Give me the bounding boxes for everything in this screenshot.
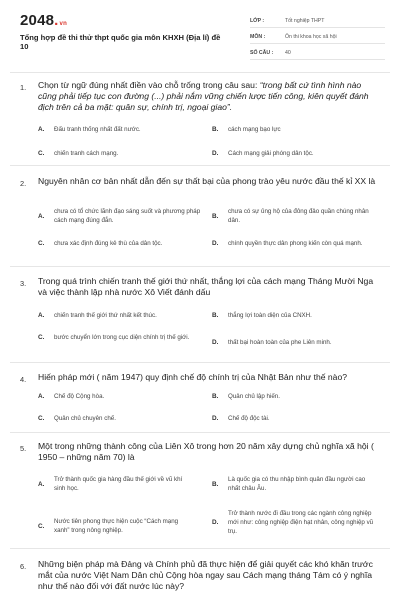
option-text: bước chuyển lớn trong cục diện chính trị thế giới.: [54, 334, 190, 341]
question-text: Hiến pháp mới ( năm 1947) quy định chế độ chính trị của Nhật Bản như thế nào?: [38, 372, 348, 382]
question-number: 6.: [20, 562, 27, 571]
question-text: Những biện pháp mà Đảng và Chính phủ đã thực hiện để giải quyết các khó khăn trước mắt của nước Việt Nam Dân chủ Cộng hòa ngay sau Cách mạng tháng Tám có ý nghĩa như thế nào đối với đất nước lúc này?: [38, 559, 373, 591]
option-text: Chế độ độc tài.: [228, 415, 270, 422]
option-letter: A.: [38, 312, 45, 319]
meta-label: SỐ CÂU :: [250, 49, 274, 56]
option-text: Trở thành nước đi đầu trong các ngành công nghiệp mới như: công nghiệp điện hạt nhân, công nghiệp vũ trụ.: [228, 510, 374, 535]
page-header: [0, 0, 400, 66]
question-number: 1.: [20, 83, 27, 92]
option-d[interactable]: [212, 149, 380, 158]
site-logo[interactable]: [20, 12, 67, 29]
option-letter: A.: [38, 393, 45, 400]
question-text-plain: Chọn từ ngữ đúng nhất điền vào chỗ trống trong câu sau:: [38, 80, 260, 90]
question-text: [38, 80, 378, 113]
question-text-quote: “trong bất cứ tình hình nào cũng phải tiếp tục con đường (...) phải nắm vững chiến lược tiến công, kiên quyết đánh địch trên cả ba mặt: quân sự, chính trị, ngoại giao”.: [38, 80, 369, 112]
meta-label: LỚP :: [250, 17, 265, 24]
document-meta: [250, 14, 385, 62]
option-text: chính quyền thực dân phong kiến còn quá mạnh.: [228, 240, 363, 247]
option-text: thất bại hoàn toàn của phe Liên minh.: [228, 339, 332, 346]
option-letter: D.: [212, 240, 219, 247]
option-letter: C.: [38, 150, 45, 157]
option-text: Cách mạng giải phóng dân tộc.: [228, 150, 314, 157]
option-letter: C.: [38, 240, 45, 247]
option-d[interactable]: [212, 239, 380, 248]
logo-dot: .: [54, 12, 59, 29]
question-text: Nguyên nhân cơ bản nhất dẫn đến sự thất bại của phong trào yêu nước đầu thế kỉ XX là: [38, 176, 376, 186]
question-divider: [10, 165, 390, 166]
option-b[interactable]: [212, 311, 380, 320]
option-c[interactable]: [38, 517, 206, 535]
question-divider: [10, 266, 390, 267]
option-letter: C.: [38, 415, 45, 422]
option-letter: B.: [212, 126, 219, 133]
option-text: cách mạng bạo lực: [228, 126, 281, 133]
option-letter: A.: [38, 480, 45, 488]
option-text: Chế độ Cộng hòa.: [54, 393, 105, 400]
option-a[interactable]: [38, 207, 206, 225]
option-text: Là quốc gia có thu nhập bình quân đầu người cao nhất châu Âu.: [228, 476, 366, 492]
option-text: Quân chủ lập hiến.: [228, 393, 280, 400]
meta-row-grade: [250, 14, 385, 28]
option-c[interactable]: [38, 149, 206, 158]
option-letter: B.: [212, 480, 219, 488]
option-a[interactable]: [38, 392, 206, 401]
option-letter: C.: [38, 334, 45, 341]
option-text: thắng lợi toàn diện của CNXH.: [228, 312, 312, 319]
option-text: Nước tiên phong thực hiện cuộc “Cách mạng xanh” trong nông nghiệp.: [54, 518, 179, 534]
question-divider: [10, 362, 390, 363]
option-text: Trở thành quốc gia hàng đầu thế giới về vũ khí sinh học.: [54, 476, 183, 492]
option-letter: C.: [38, 522, 45, 530]
option-letter: D.: [212, 519, 219, 526]
option-letter: B.: [212, 212, 219, 220]
meta-row-count: [250, 46, 385, 60]
option-d[interactable]: [212, 414, 380, 423]
question-text: Một trong những thành công của Liên Xô trong hơn 20 năm xây dựng chủ nghĩa xã hội ( 1950 – những năm 70) là: [38, 441, 374, 462]
option-letter: A.: [38, 126, 45, 133]
option-letter: D.: [212, 339, 219, 346]
question-number: 5.: [20, 444, 27, 453]
question-divider: [10, 72, 390, 73]
option-a[interactable]: [38, 125, 206, 134]
option-text: Quân chủ chuyên chế.: [54, 415, 116, 422]
meta-value: 40: [285, 49, 291, 56]
question-number: 3.: [20, 279, 27, 288]
option-c[interactable]: [38, 239, 206, 248]
question-number: 2.: [20, 179, 27, 188]
logo-text: 2048: [20, 12, 55, 29]
question-divider: [10, 432, 390, 433]
option-c[interactable]: [38, 333, 206, 342]
document-title: Tổng hợp đề thi thử thpt quốc gia môn KHXH (Địa lí) đề 10: [20, 33, 221, 51]
option-text: chưa có sự ủng hộ của đông đảo quần chúng nhân dân.: [228, 208, 369, 224]
option-b[interactable]: [212, 392, 380, 401]
logo-tld: vn: [59, 21, 67, 27]
option-text: chiến tranh thế giới thứ nhất kết thúc.: [54, 312, 157, 319]
option-b[interactable]: [212, 207, 380, 225]
option-letter: A.: [38, 212, 45, 220]
option-d[interactable]: [212, 509, 380, 536]
option-letter: B.: [212, 393, 219, 400]
option-letter: D.: [212, 415, 219, 422]
option-text: chiến tranh cách mạng.: [54, 150, 119, 157]
meta-value: Ôn thi khoa học xã hội: [285, 33, 337, 40]
option-d[interactable]: [212, 338, 380, 347]
option-a[interactable]: [38, 475, 206, 493]
option-letter: D.: [212, 150, 219, 157]
option-text: Đấu tranh thống nhất đất nước.: [54, 126, 141, 133]
meta-label: MÔN :: [250, 33, 266, 40]
option-text: chưa có tổ chức lãnh đạo sáng suốt và phương pháp cách mạng đúng đắn.: [54, 208, 201, 224]
question-number: 4.: [20, 375, 27, 384]
option-b[interactable]: [212, 475, 380, 493]
question-divider: [10, 548, 390, 549]
meta-row-subject: [250, 30, 385, 44]
question-text: Trong quá trình chiến tranh thế giới thứ nhất, thắng lợi của cách mạng Tháng Mười Nga và việc thành lập nhà nước Xô Viết đánh dấu: [38, 276, 374, 297]
meta-value: Tốt nghiệp THPT: [285, 17, 325, 24]
option-a[interactable]: [38, 311, 206, 320]
option-text: chưa xác định đúng kẻ thù của dân tộc.: [54, 240, 163, 247]
option-c[interactable]: [38, 414, 206, 423]
option-letter: B.: [212, 312, 219, 319]
option-b[interactable]: [212, 125, 380, 134]
